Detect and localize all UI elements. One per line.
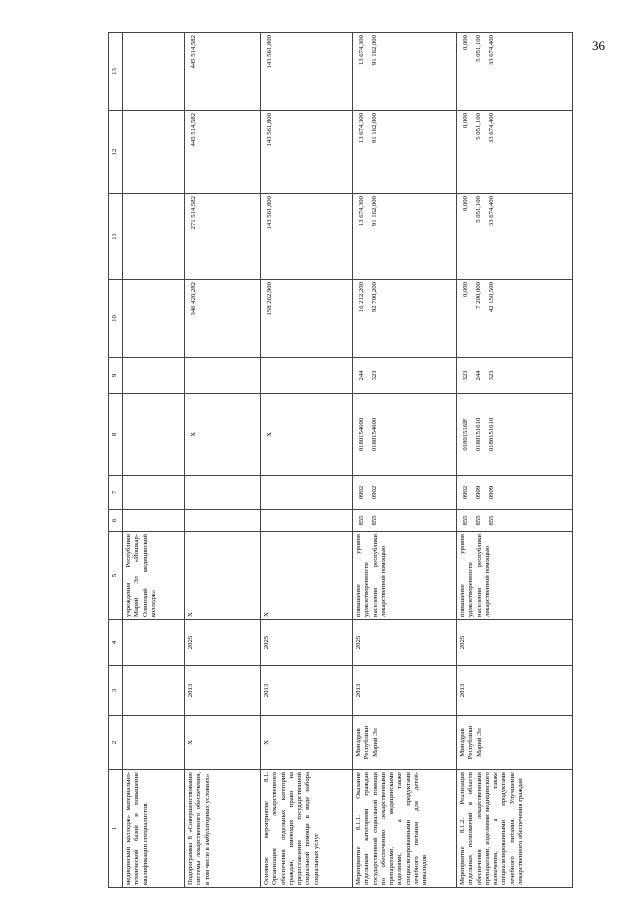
cell-expense-type-code [185, 358, 261, 394]
header-cell: 10 [109, 280, 123, 358]
header-cell: 4 [109, 620, 123, 666]
table-row [353, 33, 457, 888]
cell-expected-result: X [261, 532, 353, 620]
header-row [109, 33, 123, 888]
cell-responsible: X [185, 716, 261, 770]
header-cell: 2 [109, 716, 123, 770]
program-table [108, 32, 573, 888]
cell-amount-col-10: 346 420,282 [185, 280, 261, 358]
cell-section-code: 0902 0902 [353, 476, 457, 510]
cell-start-year: 2013 [185, 666, 261, 716]
cell-end-year: 2025 [185, 620, 261, 666]
cell-expense-type-code: 323 244 323 [457, 358, 573, 394]
table-row [261, 33, 353, 888]
cell-end-year: 2025 [261, 620, 353, 666]
cell-start-year [123, 666, 185, 716]
table-row [185, 33, 261, 888]
cell-amount-col-13: 445 514,582 [185, 33, 261, 111]
cell-amount-col-11 [123, 194, 185, 280]
cell-amount-col-12: 445 514,582 [185, 111, 261, 194]
cell-amount-col-10: 0,000 7 200,000 42 150,500 [457, 280, 573, 358]
cell-start-year: 2013 [261, 666, 353, 716]
cell-amount-col-11: 143 561,800 [261, 194, 353, 280]
cell-expected-result: X [185, 532, 261, 620]
table-row [123, 33, 185, 888]
cell-target-article-code: X [185, 394, 261, 476]
cell-section-code [123, 476, 185, 510]
cell-amount-col-13: 0,000 5 051,100 33 674,400 [457, 33, 573, 111]
cell-end-year [123, 620, 185, 666]
cell-responsible: Минздрав Республики Марий Эл [353, 716, 457, 770]
cell-amount-col-13 [123, 33, 185, 111]
rotated-table-wrapper [108, 33, 639, 888]
cell-expense-type-code: 244 323 [353, 358, 457, 394]
cell-amount-col-13: 143 561,800 [261, 33, 353, 111]
cell-description: Мероприятие 8.1.2. Реализация отдельных полномочий в области обеспечения лекарственными препаратами, изделиями медицинского назначения, а также специализированными продуктами лечебного питания. Улучшение лекарственного обеспечения граждан [457, 770, 573, 888]
cell-start-year: 2013 [457, 666, 573, 716]
header-cell: 5 [109, 532, 123, 620]
cell-amount-col-12 [123, 111, 185, 194]
cell-description: Основное мероприятие 8.1. Организация лекарственного обеспечения отдельных категорий граждан, имеющих право на предоставление государственной социальной помощи в виде набора социальных услуг [261, 770, 353, 888]
cell-target-article-code: X [261, 394, 353, 476]
cell-amount-col-12: 13 674,300 91 162,000 [353, 111, 457, 194]
cell-end-year: 2025 [353, 620, 457, 666]
cell-target-article-code: 01801516lF 0180151610 0180151610 [457, 394, 573, 476]
cell-section-code: 0902 0909 0909 [457, 476, 573, 510]
cell-description: медицинский колледж» материально-технической базой и повышение квалификации специалистов [123, 770, 185, 888]
header-cell: 9 [109, 358, 123, 394]
cell-amount-col-11: 271 514,582 [185, 194, 261, 280]
cell-amount-col-11: 0,000 5 051,100 33 674,400 [457, 194, 573, 280]
cell-expected-result: повышение уровня удовлетворенности населения республики лекарственной помощью [457, 532, 573, 620]
cell-amount-col-10 [123, 280, 185, 358]
cell-start-year: 2013 [353, 666, 457, 716]
cell-grbs-code [261, 510, 353, 532]
cell-expected-result: повышение уровня удовлетворенности населения республики лекарственной помощью [353, 532, 457, 620]
cell-description: Мероприятие 8.1.1. Оказание отдельным категориям граждан государственной социальной помощи по обеспечению лекарственными препаратами, медицинскими изделиями, а также специализированными продуктами лечебного питания для детей-инвалидов [353, 770, 457, 888]
header-cell: 8 [109, 394, 123, 476]
cell-expense-type-code [123, 358, 185, 394]
header-cell: 12 [109, 111, 123, 194]
header-cell: 1 [109, 770, 123, 888]
cell-grbs-code [185, 510, 261, 532]
cell-responsible [123, 716, 185, 770]
header-cell: 13 [109, 33, 123, 111]
header-cell: 7 [109, 476, 123, 510]
cell-amount-col-11: 13 674,300 91 162,000 [353, 194, 457, 280]
header-cell: 11 [109, 194, 123, 280]
cell-responsible: X [261, 716, 353, 770]
cell-amount-col-12: 143 561,800 [261, 111, 353, 194]
header-cell: 3 [109, 666, 123, 716]
cell-section-code [261, 476, 353, 510]
cell-target-article-code [123, 394, 185, 476]
cell-grbs-code: 855 855 [353, 510, 457, 532]
header-cell: 6 [109, 510, 123, 532]
cell-amount-col-10: 16 212,200 92 700,200 [353, 280, 457, 358]
cell-amount-col-12: 0,000 5 051,100 33 674,400 [457, 111, 573, 194]
cell-grbs-code: 855 855 855 [457, 510, 573, 532]
cell-amount-col-10: 158 262,900 [261, 280, 353, 358]
cell-amount-col-13: 13 674,300 91 162,000 [353, 33, 457, 111]
cell-target-article-code: 0180154600 0180154600 [353, 394, 457, 476]
cell-description: Подпрограмма 8 «Совершенствование системы лекарственного обеспечения, в том числе в амбулаторных условиях» [185, 770, 261, 888]
cell-expected-result: учреждения Республики Марий Эл «Йошкар-Олинский медицинский колледж» [123, 532, 185, 620]
cell-expense-type-code [261, 358, 353, 394]
cell-end-year: 2025 [457, 620, 573, 666]
table-row [457, 33, 573, 888]
page-number: 36 [592, 38, 605, 53]
cell-responsible: Минздрав Республики Марий Эл [457, 716, 573, 770]
cell-grbs-code [123, 510, 185, 532]
cell-section-code [185, 476, 261, 510]
